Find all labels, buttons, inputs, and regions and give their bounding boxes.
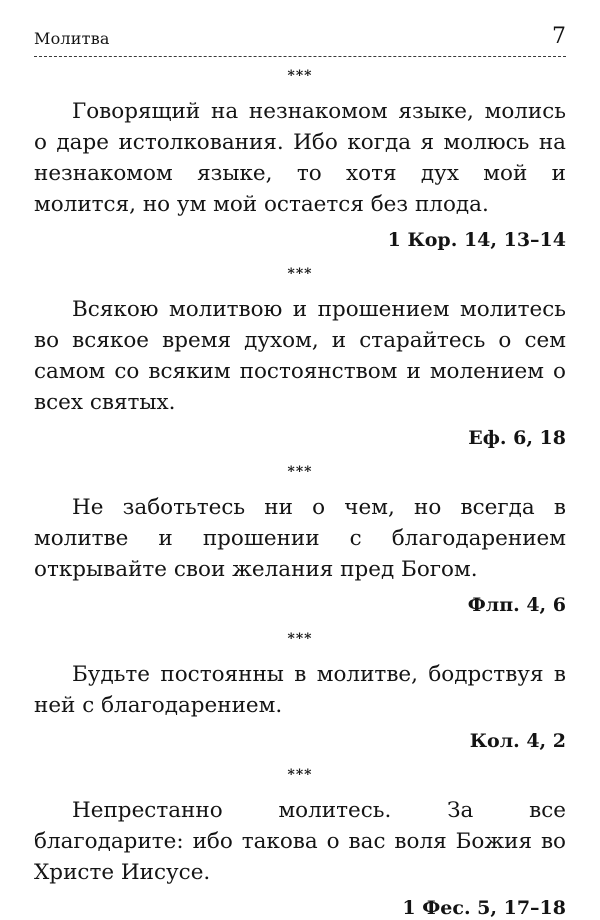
verse-reference: Кол. 4, 2: [469, 730, 566, 752]
verse-text: Не заботьтесь ни о чем, но всегда в молитве и прошении с благодарением открывайте свои желания пред Богом.: [34, 495, 566, 582]
separator-asterisks: ***: [287, 464, 313, 480]
running-title: Молитва: [34, 29, 110, 48]
verse-reference: Еф. 6, 18: [468, 427, 566, 449]
verse-text: Непрестанно молитесь. За все благодарите: ибо такова о вас воля Божия во Христе Иисусе.: [34, 798, 566, 885]
verse-list: [34, 68, 566, 920]
verse-entry: [34, 464, 566, 617]
verse-entry: [34, 68, 566, 252]
verse-entry: [34, 266, 566, 450]
separator-asterisks: ***: [287, 266, 313, 282]
separator-asterisks: ***: [287, 68, 313, 84]
verse-reference: Флп. 4, 6: [467, 594, 566, 616]
separator-asterisks: ***: [287, 631, 313, 647]
verse-text: Будьте постоянны в молитве, бодрствуя в ней с благодарением.: [34, 662, 566, 718]
verse-text: Говорящий на незнакомом языке, молись о даре истолкования. Ибо когда я молюсь на незнакомом языке, то хотя дух мой и молится, но ум мой остается без плода.: [34, 99, 566, 217]
verse-reference: 1 Фес. 5, 17–18: [402, 897, 566, 919]
verse-reference: 1 Кор. 14, 13–14: [387, 229, 566, 251]
verse-entry: [34, 767, 566, 920]
page-number: 7: [552, 24, 566, 49]
running-header: [34, 26, 566, 57]
separator-asterisks: ***: [287, 767, 313, 783]
verse-text: Всякою молитвою и прошением молитесь во всякое время духом, и старайтесь о сем самом со всяким постоянством и молением о всех святых.: [34, 297, 566, 415]
verse-entry: [34, 631, 566, 753]
